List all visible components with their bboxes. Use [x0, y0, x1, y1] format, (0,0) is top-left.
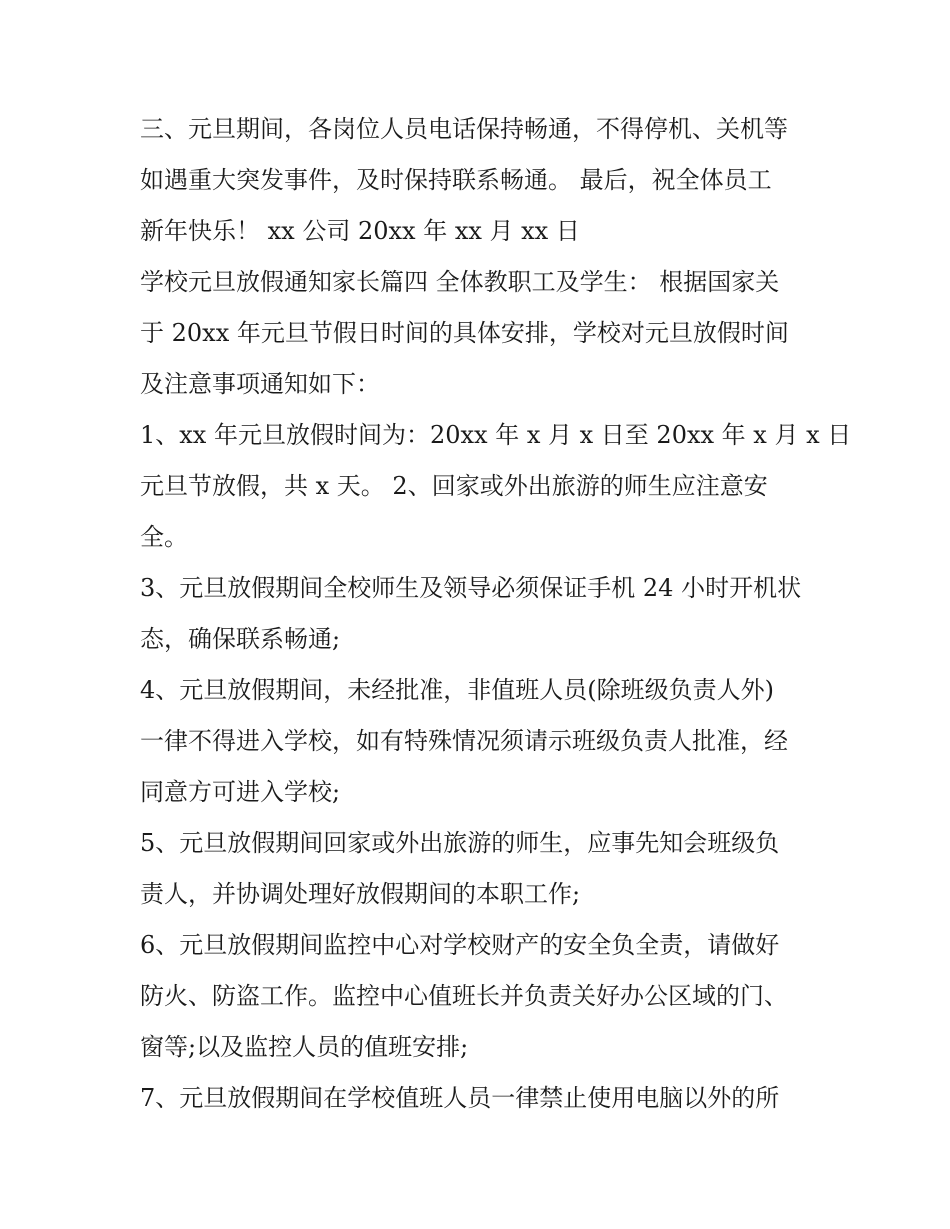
text-line: 于 20xx 年元旦节假日时间的具体安排，学校对元旦放假时间 — [140, 319, 789, 347]
text-line: 责人，并协调处理好放假期间的本职工作; — [140, 880, 581, 908]
text-line: 7、元旦放假期间在学校值班人员一律禁止使用电脑以外的所 — [140, 1084, 780, 1112]
text-line: 新年快乐！ xx 公司 20xx 年 xx 月 xx 日 — [140, 217, 580, 245]
text-line: 一律不得进入学校，如有特殊情况须请示班级负责人批准，经 — [140, 727, 788, 755]
text-line: 态，确保联系畅通; — [140, 625, 341, 653]
text-line: 元旦节放假，共 x 天。 2、回家或外出旅游的师生应注意安 — [140, 472, 768, 500]
text-line: 三、元旦期间，各岗位人员电话保持畅通，不得停机、关机等 — [140, 115, 788, 143]
text-line: 如遇重大突发事件，及时保持联系畅通。 最后，祝全体员工 — [140, 166, 772, 194]
text-line: 4、元旦放假期间，未经批准，非值班人员(除班级负责人外) — [140, 676, 774, 704]
text-line: 窗等;以及监控人员的值班安排; — [140, 1033, 469, 1061]
text-line: 防火、防盗工作。监控中心值班长并负责关好办公区域的门、 — [140, 982, 788, 1010]
text-line: 全。 — [140, 523, 188, 551]
text-line: 3、元旦放假期间全校师生及领导必须保证手机 24 小时开机状 — [140, 574, 802, 602]
text-line: 6、元旦放假期间监控中心对学校财产的安全负全责，请做好 — [140, 931, 780, 959]
text-line: 学校元旦放假通知家长篇四 全体教职工及学生： 根据国家关 — [140, 268, 780, 296]
document-body — [140, 104, 852, 1124]
text-line: 同意方可进入学校; — [140, 778, 341, 806]
text-line: 1、xx 年元旦放假时间为：20xx 年 x 月 x 日至 20xx 年 x 月 x 日 — [140, 421, 852, 449]
text-line: 及注意事项通知如下： — [140, 370, 380, 398]
text-line: 5、元旦放假期间回家或外出旅游的师生，应事先知会班级负 — [140, 829, 780, 857]
